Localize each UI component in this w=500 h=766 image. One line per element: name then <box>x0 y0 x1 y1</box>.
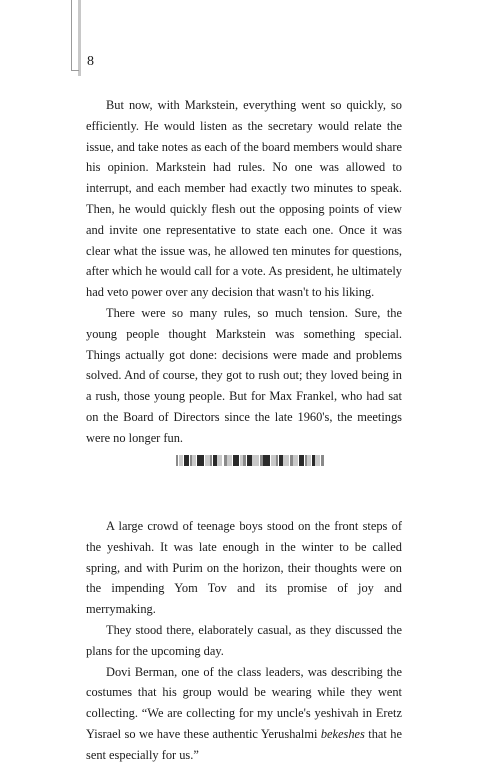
divider-bar <box>252 455 259 466</box>
page-marker-tick <box>71 70 79 71</box>
paragraph-text: Dovi Berman, one of the class leaders, was describing the costumes that his group would be wearing while they went collecting. “We are collecting for my uncle's yeshivah in Eretz Yisrael so we have these authentic Yerushalmi <box>86 664 402 741</box>
section-divider-ornament <box>176 455 324 466</box>
paragraph: A large crowd of teenage boys stood on the front steps of the yeshivah. It was late enough in the winter to be called spring, and with Purim on the horizon, their thoughts were on the impending Yom Tov and its promise of joy and merrymaking. <box>86 519 402 617</box>
paragraph <box>86 662 402 766</box>
page-number: 8 <box>87 54 94 69</box>
section-one-text <box>86 95 402 449</box>
italic-term: bekeshes <box>320 726 365 741</box>
paragraph: They stood there, elaborately casual, as they discussed the plans for the upcoming day. <box>86 622 402 658</box>
divider-bar <box>321 455 323 466</box>
page-marker-rule <box>71 0 72 70</box>
paragraph: But now, with Markstein, everything went so quickly, so efficiently. He would listen as the secretary would relate the issue, and take notes as each of the board members would share his opinion. Markstein had rules. No one was allowed to interrupt, and each member had exactly two minutes to speak. Then, he would quickly flesh out the opposing points of view and invite one representative to state each one. Once it was clear what the issue was, he allowed ten minutes for questions, after which he would call for a vote. As president, he ultimately had veto power over any decision that wasn't to his liking. <box>86 98 402 300</box>
divider-bar <box>263 455 270 466</box>
divider-bar <box>197 455 204 466</box>
page-marker-bar <box>78 0 81 76</box>
paragraph-text: that he sent especially for us.” <box>86 726 402 762</box>
paragraph: There were so many rules, so much tension. Sure, the young people thought Markstein was something special. Things actually got done: decisions were made and problems solved. And of course, they got to rush out; they loved being in a rush, those young people. But for Max Frankel, who had sat on the Board of Directors since the late 1960's, the meetings were no longer fun. <box>86 305 402 445</box>
section-two-text <box>86 516 402 766</box>
